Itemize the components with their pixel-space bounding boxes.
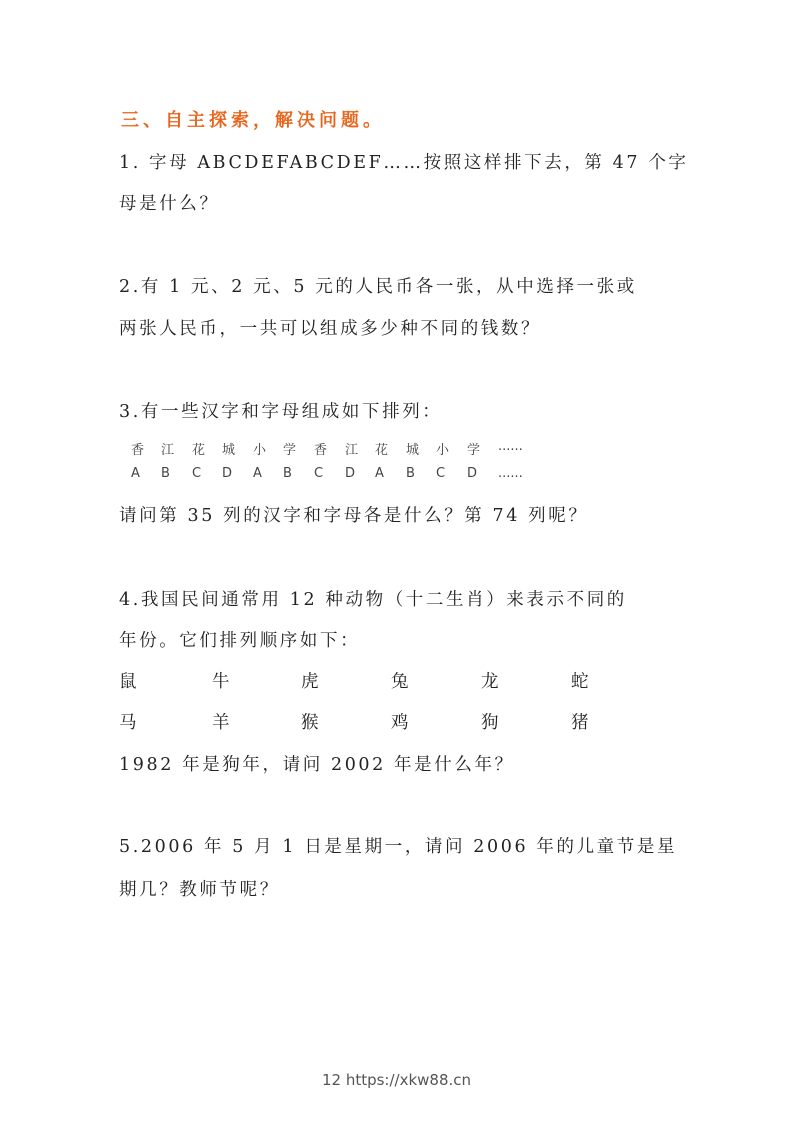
q3-letter-cell: C: [436, 466, 446, 481]
q3-hanzi-cell: 小: [436, 443, 450, 458]
q3-hanzi-cell: 城: [406, 443, 420, 458]
q4-question: 1982 年是狗年，请问 2002 年是什么年？: [119, 755, 515, 775]
q3-letter-cell: C: [192, 466, 202, 481]
q3-letter-cell: D: [222, 466, 233, 481]
zodiac-animal: 虎: [301, 672, 319, 692]
zodiac-animal: 猴: [301, 713, 319, 733]
q1-line-2: 母是什么？: [119, 194, 220, 214]
q3-hanzi-cell: 香: [314, 443, 328, 458]
q3-hanzi-cell: 江: [161, 443, 175, 458]
q3-letter-cell: D: [345, 466, 356, 481]
q4-line-2: 年份。它们排列顺序如下：: [119, 631, 361, 651]
q2-line-2: 两张人民币，一共可以组成多少种不同的钱数？: [119, 319, 542, 339]
q3-letter-ellipsis: ......: [498, 466, 523, 481]
zodiac-animal: 羊: [212, 713, 230, 733]
q3-letter-cell: B: [161, 466, 170, 481]
zodiac-animal: 兔: [391, 672, 409, 692]
q4-line-1: 4.我国民间通常用 12 种动物（十二生肖）来表示不同的: [119, 590, 627, 610]
q3-hanzi-cell: 学: [467, 443, 481, 458]
q2-line-1: 2.有 1 元、2 元、5 元的人民币各一张，从中选择一张或: [119, 277, 637, 297]
q3-letter-cell: A: [131, 466, 140, 481]
q3-letter-cell: D: [467, 466, 478, 481]
zodiac-animal: 猪: [571, 713, 589, 733]
q3-hanzi-cell: 花: [375, 443, 389, 458]
q3-letter-cell: C: [314, 466, 324, 481]
zodiac-animal: 牛: [212, 672, 230, 692]
q3-hanzi-cell: 学: [283, 443, 297, 458]
q3-hanzi-cell: 城: [222, 443, 236, 458]
zodiac-animal: 鼠: [119, 672, 137, 692]
q3-line-1: 3.有一些汉字和字母组成如下排列：: [119, 402, 443, 422]
q3-letter-cell: B: [283, 466, 292, 481]
section-heading: 三、自主探索，解决问题。: [121, 110, 385, 131]
q3-question: 请问第 35 列的汉字和字母各是什么？第 74 列呢？: [119, 506, 589, 526]
q3-letter-cell: B: [406, 466, 415, 481]
q5-line-2: 期几？教师节呢？: [119, 880, 280, 900]
q3-hanzi-cell: 江: [345, 443, 359, 458]
zodiac-animal: 狗: [481, 713, 499, 733]
zodiac-animal: 马: [119, 713, 137, 733]
q3-hanzi-cell: 花: [192, 443, 206, 458]
zodiac-animal: 龙: [481, 672, 499, 692]
q1-line-1: 1. 字母 ABCDEFABCDEF……按照这样排下去，第 47 个字: [119, 153, 689, 173]
q3-hanzi-cell: 小: [253, 443, 267, 458]
q3-letter-cell: A: [375, 466, 384, 481]
page-footer: 12 https://xkw88.cn: [321, 1071, 472, 1089]
q3-hanzi-cell: 香: [131, 443, 145, 458]
q5-line-1: 5.2006 年 5 月 1 日是星期一，请问 2006 年的儿童节是星: [119, 837, 678, 857]
zodiac-animal: 蛇: [571, 672, 589, 692]
zodiac-animal: 鸡: [391, 713, 409, 733]
q3-hanzi-ellipsis: ......: [498, 439, 523, 454]
q3-letter-cell: A: [253, 466, 262, 481]
